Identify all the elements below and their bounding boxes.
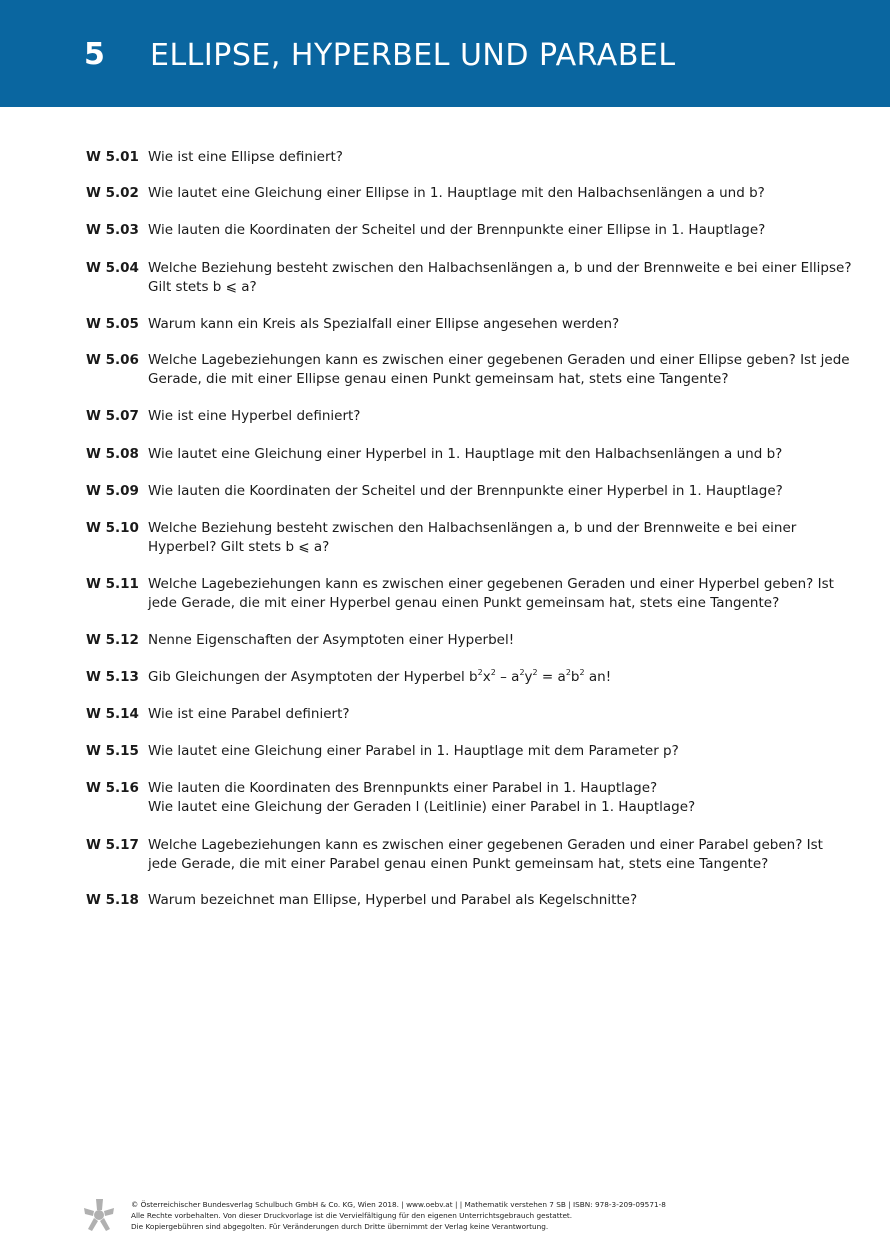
question-text: Wie lauten die Koordinaten der Scheitel und der Brennpunkte einer Hyperbel in 1. Hauptlage?: [148, 483, 783, 499]
question-id: W 5.07: [86, 408, 139, 424]
question-text: Welche Lagebeziehungen kann es zwischen einer gegebenen Geraden und einer Parabel geben? Ist jede Gerade, die mit einer Parabel genau einen Punkt gemeinsam hat, stets eine Tangente?: [148, 837, 823, 872]
footer-line: Die Kopiergebühren sind abgegolten. Für Veränderungen durch Dritte übernimmt der Verlag keine Verantwortung.: [131, 1222, 549, 1231]
question-text: Welche Lagebeziehungen kann es zwischen einer gegebenen Geraden und einer Ellipse geben? Ist jede Gerade, die mit einer Ellipse genau einen Punkt gemeinsam hat, stets eine Tangente?: [148, 352, 850, 387]
question-id: W 5.06: [86, 352, 139, 368]
question-text: Gib Gleichungen der Asymptoten der Hyperbel $b^2x^2 - a^2y^2 = a^2b^2$ an!: [148, 668, 612, 685]
question-id: W 5.08: [86, 446, 139, 462]
question-id: W 5.17: [86, 837, 139, 853]
question-text: Wie ist eine Hyperbel definiert?: [148, 408, 361, 424]
question-id: W 5.12: [86, 632, 139, 648]
footer-line: Alle Rechte vorbehalten. Von dieser Druckvorlage ist die Vervielfältigung für den eigenen Unterrichtsgebrauch gestattet.: [131, 1211, 573, 1220]
chapter-header: [0, 0, 890, 107]
question-text: Wie lauten die Koordinaten des Brennpunkts einer Parabel in 1. Hauptlage? Wie lautet eine Gleichung der Geraden l (Leitlinie) einer Parabel in 1. Hauptlage?: [148, 780, 696, 815]
chapter-title: ELLIPSE, HYPERBEL UND PARABEL: [150, 38, 676, 73]
chapter-number: 5: [84, 37, 105, 72]
question-id: W 5.16: [86, 780, 139, 796]
question-id: W 5.01: [86, 149, 139, 165]
question-id: W 5.14: [86, 706, 139, 722]
question-id: W 5.02: [86, 185, 139, 201]
question-id: W 5.10: [86, 520, 139, 536]
footer-line: © Österreichischer Bundesverlag Schulbuch GmbH & Co. KG, Wien 2018. | www.oebv.at | | Mathematik verstehen 7 SB | ISBN: 978-3-209-09571-8: [131, 1200, 666, 1209]
question-id: W 5.03: [86, 222, 139, 238]
question-id: W 5.05: [86, 316, 139, 332]
question-text: Wie lautet eine Gleichung einer Ellipse in 1. Hauptlage mit den Halbachsenlängen a und b?: [148, 185, 765, 201]
question-text: Warum bezeichnet man Ellipse, Hyperbel und Parabel als Kegelschnitte?: [148, 892, 638, 908]
publisher-logo-icon: [84, 1199, 114, 1231]
question-text: Wie lautet eine Gleichung einer Hyperbel in 1. Hauptlage mit den Halbachsenlängen a und b?: [148, 446, 783, 462]
question-id: W 5.13: [86, 669, 139, 685]
question-text: Wie ist eine Ellipse definiert?: [148, 149, 343, 165]
question-id: W 5.09: [86, 483, 139, 499]
question-text: Wie lautet eine Gleichung einer Parabel in 1. Hauptlage mit dem Parameter p?: [148, 743, 679, 759]
question-text: Welche Lagebeziehungen kann es zwischen einer gegebenen Geraden und einer Hyperbel geben? Ist jede Gerade, die mit einer Hyperbel genau einen Punkt gemeinsam hat, stets eine Tangente?: [148, 576, 834, 611]
question-text: Wie lauten die Koordinaten der Scheitel und der Brennpunkte einer Ellipse in 1. Hauptlage?: [148, 222, 766, 238]
question-id: W 5.18: [86, 892, 139, 908]
question-text: Nenne Eigenschaften der Asymptoten einer Hyperbel!: [148, 632, 515, 648]
question-text: Welche Beziehung besteht zwischen den Halbachsenlängen a, b und der Brennweite e bei einer Hyperbel? Gilt stets b ⩽ a?: [148, 520, 797, 555]
footer-copyright: [131, 1199, 666, 1232]
question-id: W 5.15: [86, 743, 139, 759]
question-text: Wie ist eine Parabel definiert?: [148, 706, 350, 722]
question-text: Warum kann ein Kreis als Spezialfall einer Ellipse angesehen werden?: [148, 316, 620, 332]
question-id: W 5.04: [86, 260, 139, 276]
question-id: W 5.11: [86, 576, 139, 592]
question-text: Welche Beziehung besteht zwischen den Halbachsenlängen a, b und der Brennweite e bei einer Ellipse? Gilt stets b ⩽ a?: [148, 260, 852, 295]
